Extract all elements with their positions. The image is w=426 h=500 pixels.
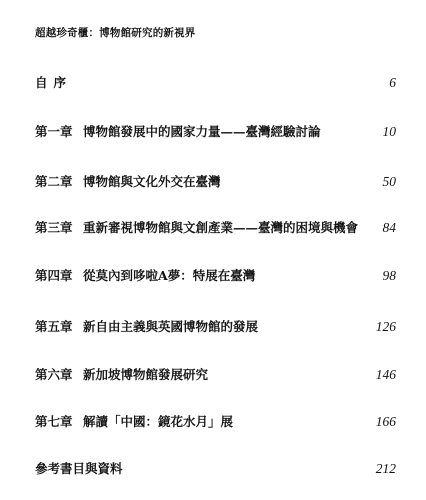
toc-entry-number: 第四章 bbox=[35, 268, 73, 283]
toc-entry-chapter-1 bbox=[35, 122, 396, 142]
toc-entry-title: 解讀「中國：鏡花水月」展 bbox=[83, 414, 234, 429]
toc-entry-number: 第一章 bbox=[35, 124, 73, 139]
toc-entry-chapter-2 bbox=[35, 172, 396, 192]
toc-entry-title: 新自由主義與英國博物館的發展 bbox=[83, 319, 259, 334]
toc-entry-page: 126 bbox=[375, 319, 396, 334]
toc-entry-number: 第三章 bbox=[35, 220, 73, 235]
toc-entry-title: 博物館發展中的國家力量——臺灣經驗討論 bbox=[83, 124, 321, 139]
toc-entry-preface bbox=[35, 73, 396, 93]
running-header: 超越珍奇櫃：博物館研究的新視界 bbox=[35, 27, 196, 39]
toc-entry-title: 重新審視博物館與文創產業——臺灣的困境與機會 bbox=[83, 220, 359, 235]
toc-entry-title: 從莫內到哆啦A夢：特展在臺灣 bbox=[83, 268, 256, 283]
toc-entry-title: 博物館與文化外交在臺灣 bbox=[83, 174, 221, 189]
toc-entry-chapter-5 bbox=[35, 317, 396, 337]
toc-entry-chapter-3 bbox=[35, 218, 396, 238]
toc-entry-number: 第二章 bbox=[35, 174, 73, 189]
toc-entry-chapter-4 bbox=[35, 266, 396, 286]
toc-entry-chapter-7 bbox=[35, 412, 396, 432]
toc-entry-references bbox=[35, 459, 396, 479]
toc-entry-page: 10 bbox=[382, 124, 396, 139]
toc-entry-page: 166 bbox=[375, 414, 396, 429]
toc-entry-title: 參考書目與資料 bbox=[35, 461, 123, 476]
toc-entry-page: 146 bbox=[375, 367, 396, 382]
toc-entry-page: 6 bbox=[389, 75, 396, 90]
toc-entry-number: 第五章 bbox=[35, 319, 73, 334]
toc-entry-number: 第六章 bbox=[35, 367, 73, 382]
toc-entry-page: 84 bbox=[382, 220, 396, 235]
toc-entry-number: 第七章 bbox=[35, 414, 73, 429]
toc-entry-chapter-6 bbox=[35, 365, 396, 385]
toc-entry-page: 98 bbox=[382, 268, 396, 283]
table-of-contents bbox=[35, 0, 396, 500]
toc-entry-page: 212 bbox=[375, 461, 396, 476]
toc-entry-title: 新加坡博物館發展研究 bbox=[83, 367, 209, 382]
toc-entry-title: 自序 bbox=[35, 75, 73, 90]
toc-entry-page: 50 bbox=[382, 174, 396, 189]
